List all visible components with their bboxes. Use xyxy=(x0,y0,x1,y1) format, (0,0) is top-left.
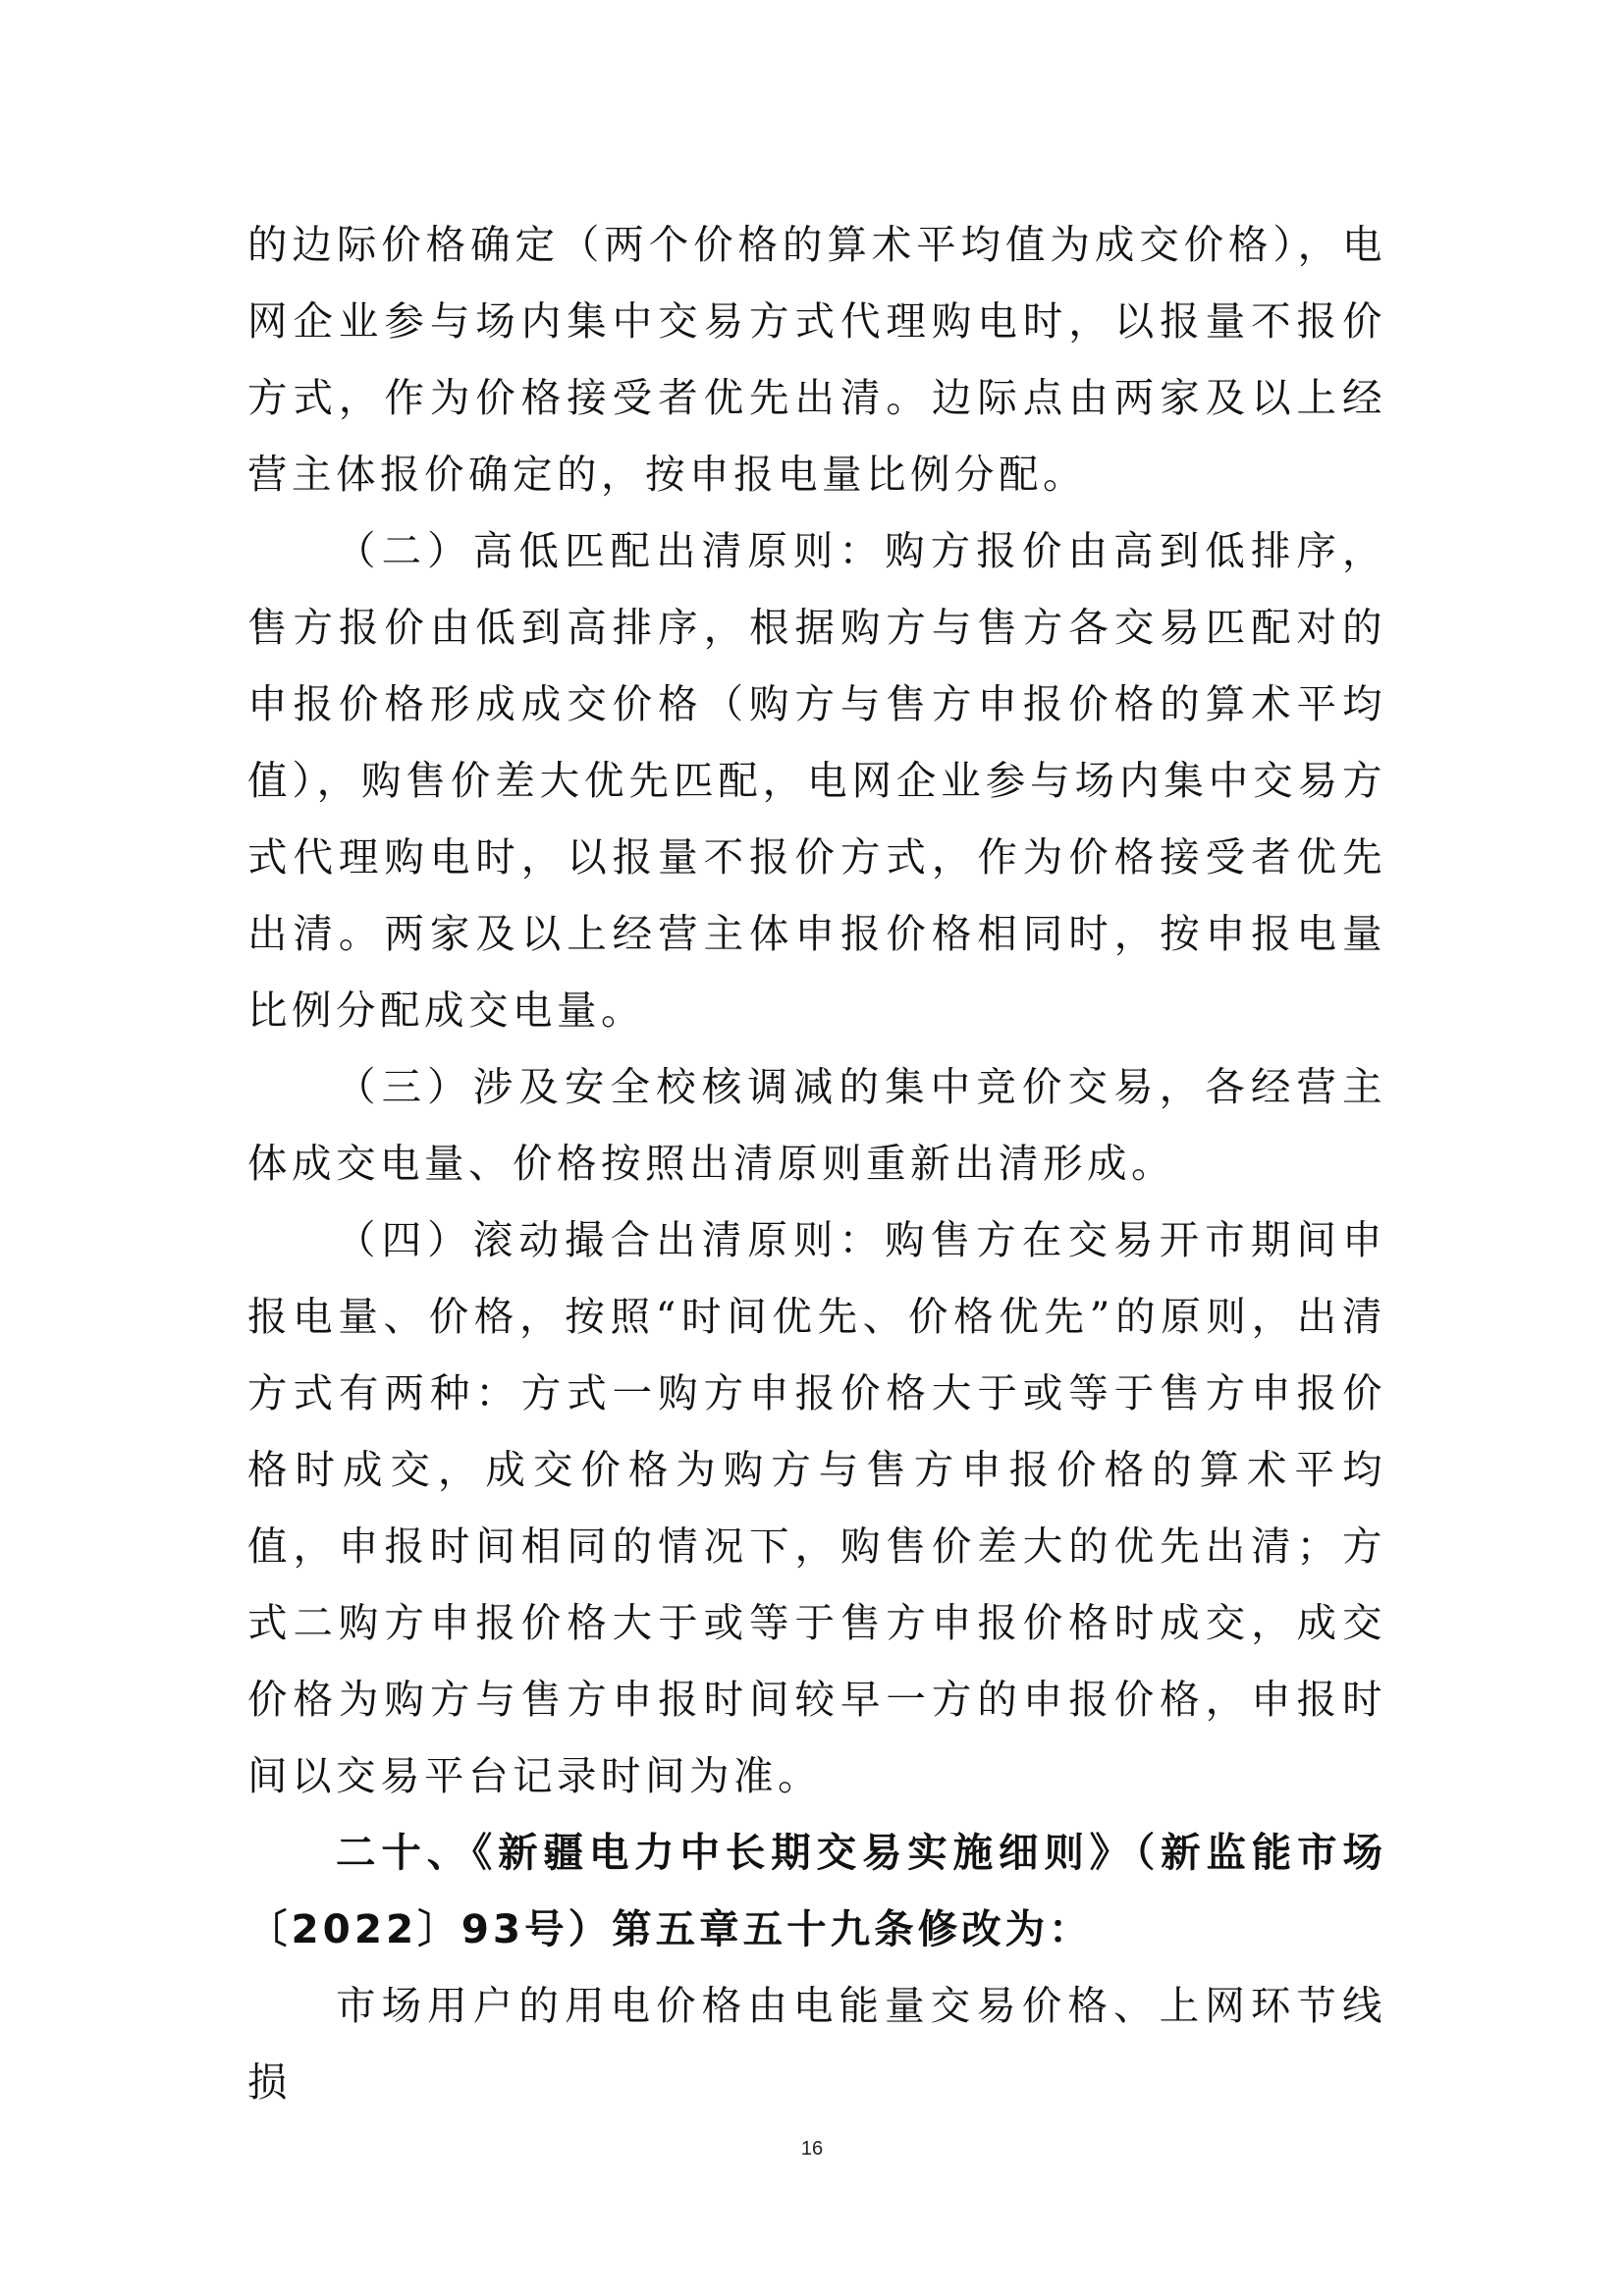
page-number: 16 xyxy=(800,2138,824,2160)
paragraph-clause-4: （四）滚动撮合出清原则：购售方在交易开市期间申报电量、价格，按照“时间优先、价格优先”的原则，出清方式有两种：方式一购方申报价格大于或等于售方申报价格时成交，成交价格为购方与售方申报价格的算术平均值，申报时间相同的情况下，购售价差大的优先出清；方式二购方申报价格大于或等于售方申报价格时成交，成交价格为购方与售方申报时间较早一方的申报价格，申报时间以交易平台记录时间为准。 xyxy=(247,1216,1386,1799)
section-heading-20: 二十、《新疆电力中长期交易实施细则》（新监能市场〔2022〕93号）第五章五十九条修改为： xyxy=(247,1829,1386,1952)
document-body xyxy=(247,206,1386,2120)
paragraph-clause-2: （二）高低匹配出清原则：购方报价由高到低排序，售方报价由低到高排序，根据购方与售方各交易匹配对的申报价格形成成交价格（购方与售方申报价格的算术平均值），购售价差大优先匹配，电网企业参与场内集中交易方式代理购电时，以报量不报价方式，作为价格接受者优先出清。两家及以上经营主体申报价格相同时，按申报电量比例分配成交电量。 xyxy=(247,527,1386,1034)
paragraph-continued: 的边际价格确定（两个价格的算术平均值为成交价格），电网企业参与场内集中交易方式代理购电时，以报量不报价方式，作为价格接受者优先出清。边际点由两家及以上经营主体报价确定的，按申报电量比例分配。 xyxy=(247,221,1386,498)
paragraph-article-59: 市场用户的用电价格由电能量交易价格、上网环节线损 xyxy=(247,1982,1386,2106)
paragraph-clause-3: （三）涉及安全校核调减的集中竞价交易，各经营主体成交电量、价格按照出清原则重新出清形成。 xyxy=(247,1063,1386,1187)
